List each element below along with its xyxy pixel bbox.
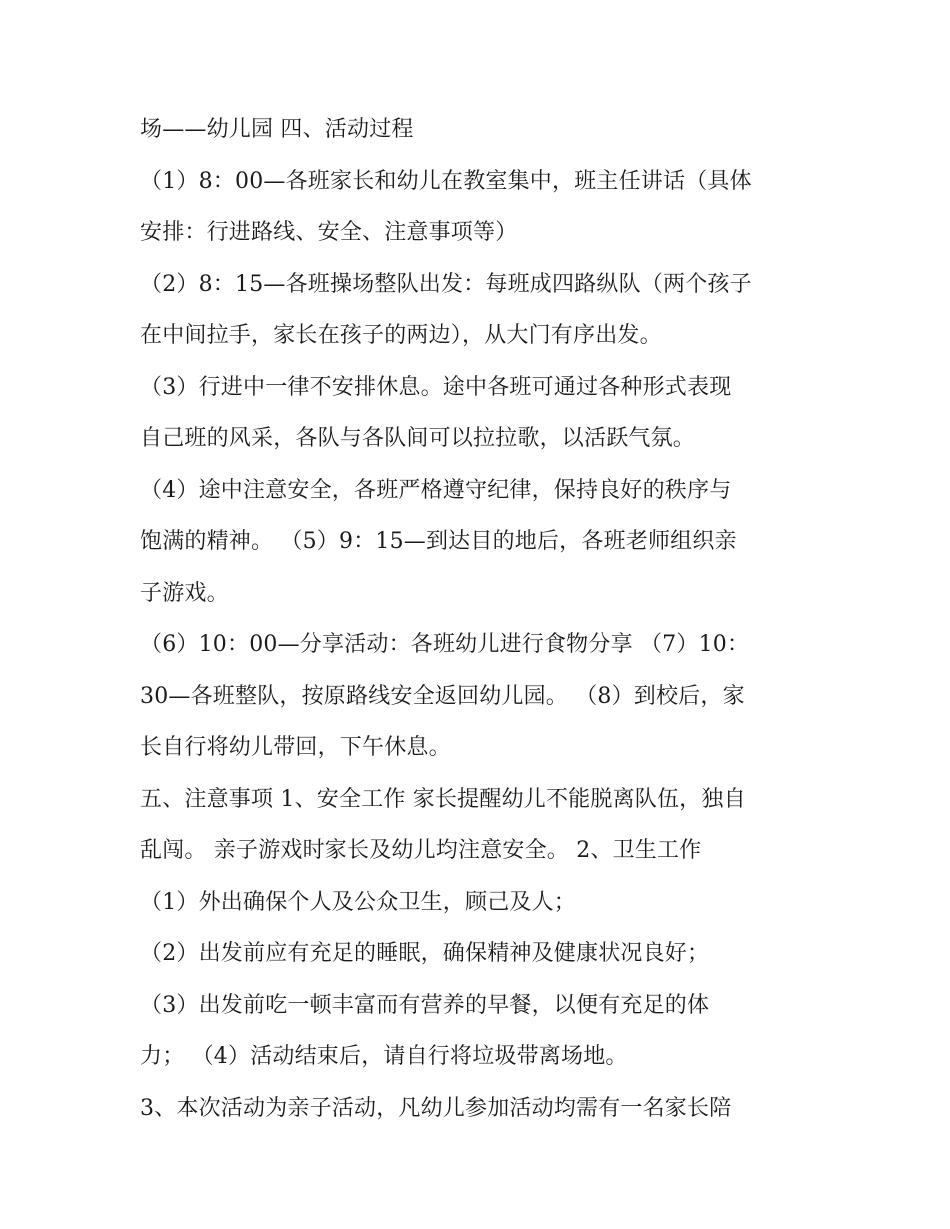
document-body: [140, 110, 820, 1140]
text-line: 乱闯。 亲子游戏时家长及幼儿均注意安全。 2、卫生工作: [140, 838, 702, 863]
text-line: （4）途中注意安全，各班严格遵守纪律，保持良好的秩序与: [140, 477, 732, 503]
text-line: 安排：行进路线、安全、注意事项等）: [140, 220, 518, 245]
text-line: 力； （4）活动结束后，请自行将垃圾带离场地。: [140, 1044, 628, 1069]
text-line: （6）10：00—分享活动：各班幼儿进行食物分享 （7）10：: [140, 632, 750, 657]
text-line: （2）8：15—各班操场整队出发：每班成四路纵队（两个孩子: [140, 271, 752, 297]
text-line: 3、本次活动为亲子活动，凡幼儿参加活动均需有一名家长陪: [140, 1095, 732, 1121]
text-line: 长自行将幼儿带回，下午休息。: [140, 735, 451, 760]
text-line: 30—各班整队，按原路线安全返回幼儿园。 （8）到校后，家: [140, 683, 745, 709]
text-line: 自己班的风采，各队与各队间可以拉拉歌，以活跃气氛。: [140, 426, 696, 451]
text-line: （1）外出确保个人及公众卫生，顾己及人；: [140, 889, 576, 915]
text-line: （3）行进中一律不安排休息。途中各班可通过各种形式表现: [140, 374, 732, 400]
text-line: （1）8：00—各班家长和幼儿在教室集中，班主任讲话（具体: [140, 168, 752, 194]
text-line: （2）出发前应有充足的睡眠，确保精神及健康状况良好；: [140, 941, 710, 966]
text-line: 子游戏。: [140, 580, 229, 606]
text-line: 五、注意事项 1、安全工作 家长提醒幼儿不能脱离队伍，独自: [140, 786, 746, 812]
text-line: 饱满的精神。 （5）9：15—到达目的地后，各班老师组织亲: [140, 529, 737, 554]
text-line: 场——幼儿园 四、活动过程: [140, 117, 414, 142]
text-line: （3）出发前吃一顿丰富而有营养的早餐，以便有充足的体: [140, 992, 710, 1018]
text-line: 在中间拉手，家长在孩子的两边），从大门有序出发。: [140, 323, 662, 348]
